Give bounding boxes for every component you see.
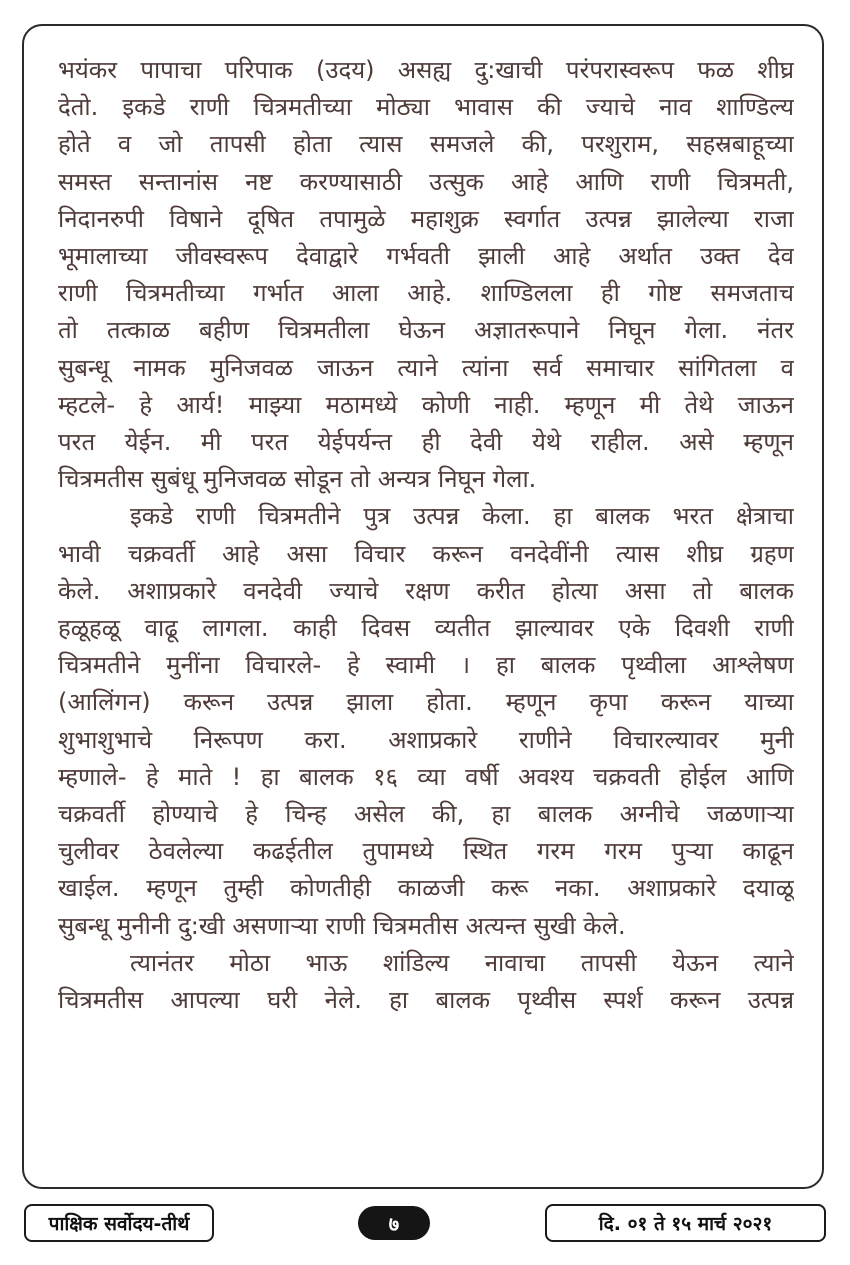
publication-name-box — [24, 1204, 214, 1242]
text-line: चक्रवर्ती होण्याचे हे चिन्ह असेल की, हा बालक अग्नीचे जळणाऱ्या — [58, 800, 794, 829]
text-line: म्हणाले- हे माते ! हा बालक १६ व्या वर्षी अवश्य चक्रवती होईल आणि — [58, 762, 794, 791]
text-line: भावी चक्रवर्ती आहे असा विचार करून वनदेवींनी त्यास शीघ्र ग्रहण — [58, 539, 794, 568]
text-line: समस्त सन्तानांस नष्ट करण्यासाठी उत्सुक आहे आणि राणी चित्रमती, — [58, 167, 794, 196]
text-line: तो तत्काळ बहीण चित्रमतीला घेऊन अज्ञातरूपाने निघून गेला. नंतर — [58, 316, 794, 345]
page-number: ७ — [388, 1211, 400, 1236]
page-number-badge — [358, 1206, 430, 1240]
text-line: केले. अशाप्रकारे वनदेवी ज्याचे रक्षण करीत होत्या असा तो बालक — [58, 576, 794, 605]
text-line: देतो. इकडे राणी चित्रमतीच्या मोठ्या भावास की ज्याचे नाव शाण्डिल्य — [58, 93, 794, 122]
text-line: चित्रमतीने मुनींना विचारले- हे स्वामी । हा बालक पृथ्वीला आश्लेषण — [58, 651, 794, 680]
text-line: राणी चित्रमतीच्या गर्भात आला आहे. शाण्डिलला ही गोष्ट समजताच — [58, 279, 794, 308]
text-line: म्हटले- हे आर्य! माझ्या मठामध्ये कोणी नाही. म्हणून मी तेथे जाऊन — [58, 390, 794, 419]
issue-date-box — [545, 1204, 826, 1242]
article-body — [58, 52, 794, 1019]
text-line: निदानरुपी विषाने दूषित तपामुळे महाशुक्र स्वर्गात उत्पन्न झालेल्या राजा — [58, 204, 794, 233]
publication-name: पाक्षिक सर्वोदय-तीर्थ — [48, 1213, 190, 1235]
text-line: हळूहळू वाढू लागला. काही दिवस व्यतीत झाल्यावर एके दिवशी राणी — [58, 614, 794, 643]
text-line: सुबन्धू नामक मुनिजवळ जाऊन त्याने त्यांना सर्व समाचार सांगितला व — [58, 353, 794, 382]
text-line: शुभाशुभाचे निरूपण करा. अशाप्रकारे राणीने विचारल्यावर मुनी — [58, 725, 794, 754]
text-line: इकडे राणी चित्रमतीने पुत्र उत्पन्न केला. हा बालक भरत क्षेत्राचा — [130, 502, 794, 531]
text-line: त्यानंतर मोठा भाऊ शांडिल्य नावाचा तापसी येऊन त्याने — [130, 948, 794, 977]
text-line: सुबन्धू मुनीनी दु:खी असणाऱ्या राणी चित्रमतीस अत्यन्त सुखी केले. — [58, 911, 626, 940]
text-line: परत येईन. मी परत येईपर्यन्त ही देवी येथे राहील. असे म्हणून — [58, 428, 794, 457]
text-line: होते व जो तापसी होता त्यास समजले की, परशुराम, सहस्रबाहूच्या — [58, 130, 794, 159]
text-line: चित्रमतीस आपल्या घरी नेले. हा बालक पृथ्वीस स्पर्श करून उत्पन्न — [58, 986, 794, 1015]
text-line: भयंकर पापाचा परिपाक (उदय) असह्य दु:खाची परंपरास्वरूप फळ शीघ्र — [58, 56, 794, 84]
issue-date: दि. ०१ ते १५ मार्च २०२१ — [598, 1213, 773, 1235]
text-line: (आलिंगन) करून उत्पन्न झाला होता. म्हणून कृपा करून याच्या — [58, 688, 794, 717]
text-line: भूमालाच्या जीवस्वरूप देवाद्वारे गर्भवती झाली आहे अर्थात उक्त देव — [58, 242, 794, 271]
text-line: खाईल. म्हणून तुम्ही कोणतीही काळजी करू नका. अशाप्रकारे दयाळू — [58, 874, 794, 903]
text-line: चित्रमतीस सुबंधू मुनिजवळ सोडून तो अन्यत्र निघून गेला. — [58, 465, 537, 494]
text-line: चुलीवर ठेवलेल्या कढईतील तुपामध्ये स्थित गरम गरम पुऱ्या काढून — [58, 837, 794, 866]
